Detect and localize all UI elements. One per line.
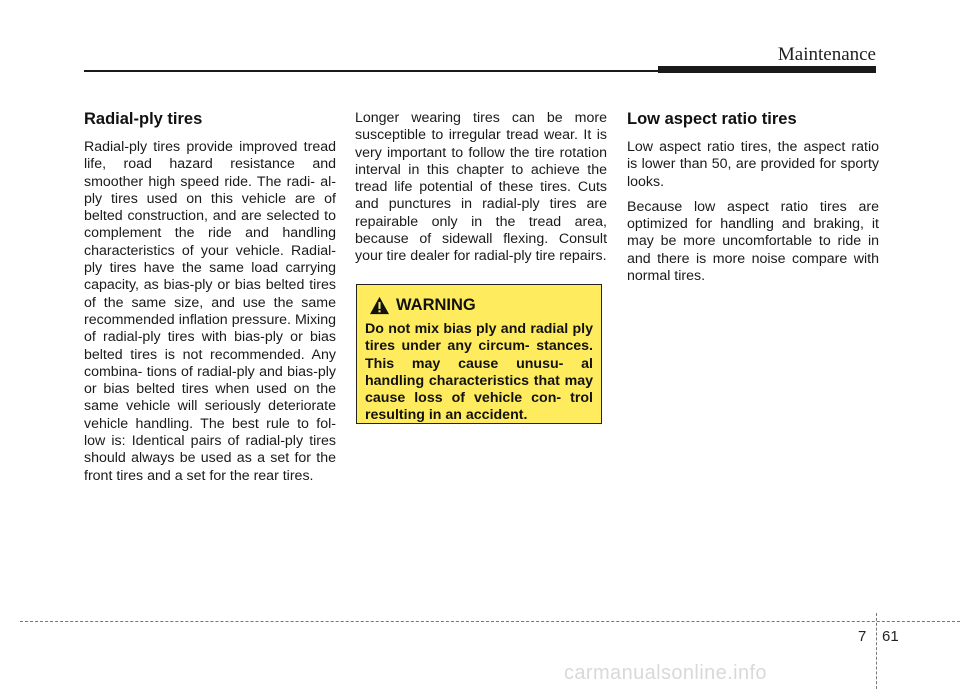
- text-line: belted tires when used on the same: [84, 381, 336, 415]
- low-aspect-paragraph-2: [627, 199, 879, 285]
- column-middle: [355, 110, 607, 274]
- text-line: to complement the ride and handling: [84, 208, 336, 242]
- text-line: may cause loss of vehicle con-: [365, 372, 593, 407]
- text-line: smoother high speed ride. The radi-: [84, 173, 315, 190]
- text-line: Radial-ply tires have the same load: [84, 242, 336, 277]
- footer-divider: [876, 613, 877, 689]
- warning-triangle-icon: [369, 296, 390, 315]
- text-line: the tread area, because of sidewall: [355, 213, 607, 248]
- header-rule-thick: [658, 66, 876, 73]
- warning-text: [365, 321, 593, 425]
- text-line: rotation interval in this chapter to: [355, 144, 607, 178]
- text-line: tires should always be used as a set: [84, 433, 336, 467]
- text-line: al-ply tires used on this vehicle are of: [84, 173, 337, 207]
- radial-ply-paragraph: [84, 139, 336, 485]
- text-line: Low aspect ratio tires, the aspect: [627, 139, 852, 155]
- header-title: Maintenance: [777, 44, 876, 65]
- watermark: carmanualsonline.info: [564, 662, 767, 684]
- low-aspect-heading: Low aspect ratio tires: [627, 110, 797, 128]
- text-line: low is: Identical pairs of radial-ply: [84, 433, 310, 450]
- text-line: vehicle handling. The best rule to fol-: [84, 415, 336, 432]
- text-line: the same recommended inflation: [84, 294, 337, 328]
- page-number: 61: [882, 628, 899, 645]
- column-right: [627, 110, 879, 293]
- text-line: Because low aspect ratio tires are: [627, 198, 879, 215]
- text-line: characteristics of your vehicle.: [84, 242, 292, 259]
- text-line: tread life, road hazard resistance and: [84, 139, 336, 173]
- text-line: rear tires.: [253, 467, 314, 484]
- text-line: ratio is lower than 50, are provided: [627, 139, 879, 173]
- text-line: these tires. Cuts and punctures in: [355, 179, 607, 213]
- text-line: for sporty looks.: [627, 156, 879, 190]
- radial-ply-heading: Radial-ply tires: [84, 110, 203, 128]
- text-line: belted tires of the same size, and use: [84, 277, 336, 311]
- chapter-number: 7: [858, 628, 867, 645]
- text-line: is very important to follow the tire: [355, 127, 607, 161]
- text-line: ply tires under any circum-: [365, 321, 593, 355]
- text-line: achieve the tread life potential of: [355, 161, 607, 196]
- header-rule: [84, 70, 661, 72]
- text-line: with bias-ply or bias belted tires is: [84, 329, 336, 363]
- text-line: Radial-ply tires provide improved: [84, 139, 304, 155]
- warning-label: WARNING: [396, 296, 476, 314]
- tread-wear-paragraph: [355, 110, 607, 266]
- text-line: radial-ply tire repairs.: [474, 248, 607, 265]
- warning-header: [369, 296, 593, 315]
- text-line: vehicle will seriously deteriorate: [126, 398, 337, 415]
- text-line: stances. This may cause unusu-: [365, 338, 593, 372]
- text-line: susceptible to irregular tread wear. It: [355, 127, 597, 144]
- text-line: with normal tires.: [627, 250, 879, 285]
- text-line: Do not mix bias ply and radial: [365, 321, 573, 337]
- text-line: pressure. Mixing of radial-ply tires: [84, 311, 336, 346]
- text-line: al handling characteristics that: [365, 355, 593, 389]
- text-line: for the front tires and a set for the: [84, 450, 336, 484]
- text-line: flexing. Consult your tire dealer for: [355, 231, 608, 265]
- text-line: trol resulting in an accident.: [365, 390, 593, 424]
- text-line: radial-ply tires are repairable only in: [355, 196, 607, 230]
- warning-box: [356, 284, 602, 424]
- text-line: tions of radial-ply and bias-ply or bias: [84, 363, 336, 398]
- text-line: carrying capacity, as bias-ply or bias: [84, 260, 336, 294]
- text-line: not recommended. Any combina-: [84, 346, 336, 380]
- text-line: belted construction, and are selected: [84, 208, 325, 225]
- column-left: [84, 110, 336, 493]
- text-line: in and there is more noise compare: [627, 233, 879, 267]
- text-line: Longer wearing tires can be more: [355, 110, 607, 126]
- text-line: may be more uncomfortable to ride: [627, 233, 868, 250]
- footer-rule: [20, 621, 960, 622]
- low-aspect-paragraph-1: [627, 139, 879, 191]
- text-line: optimized for handling and braking, it: [627, 216, 879, 233]
